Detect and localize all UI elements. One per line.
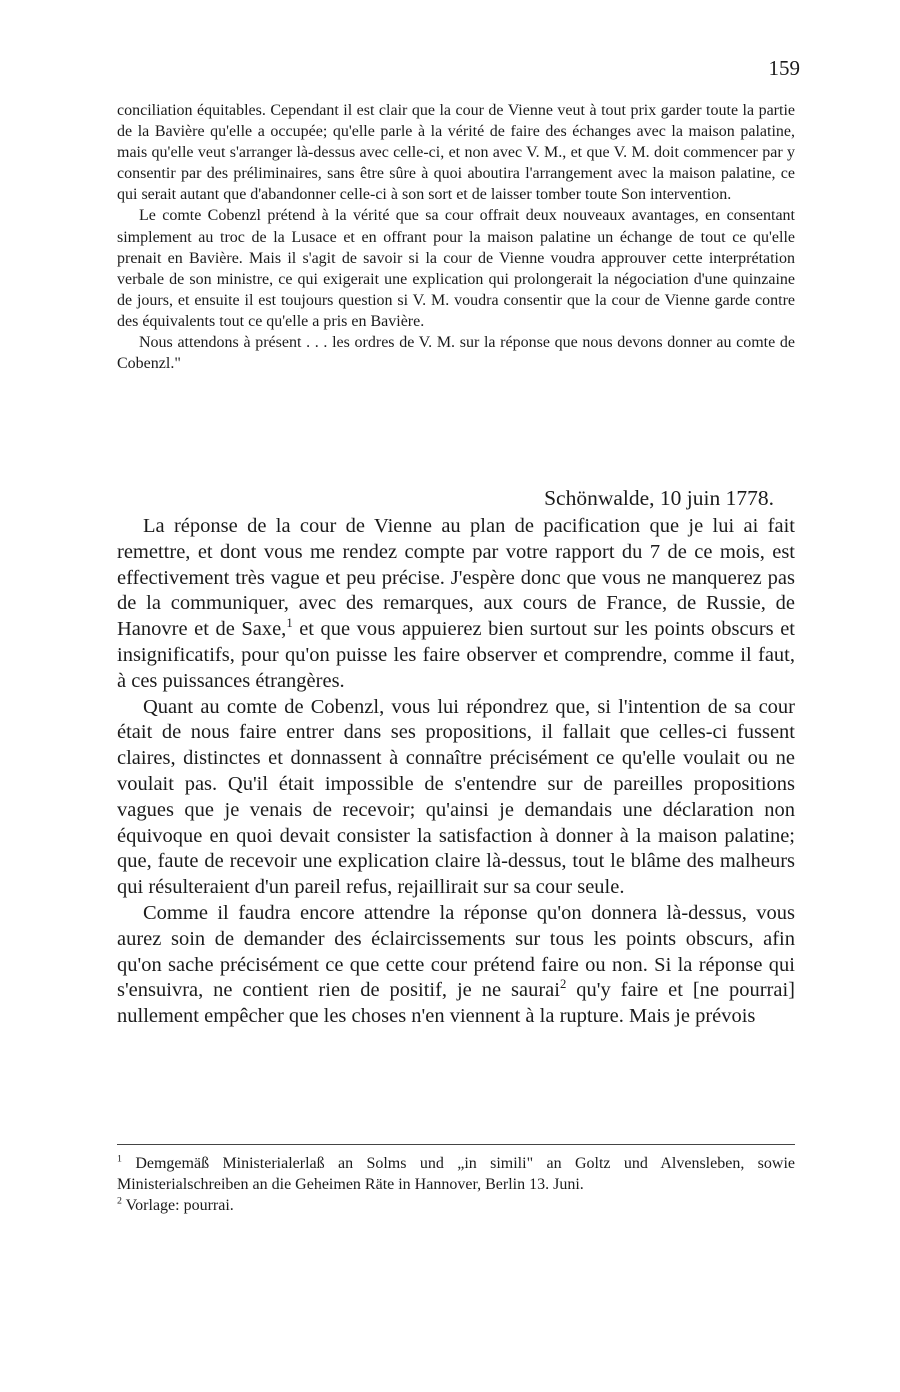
footnote [117,1153,795,1195]
letter-paragraph: Quant au comte de Cobenzl, vous lui répondrez que, si l'intention de sa cour était de nous faire entrer dans ses propositions, il fallait que celles-ci fussent claires, distinctes et donnassent à connaître précisément ce qu'elle voulait ou ne voulait pas. Qu'il était impossible de s'entendre sur de pareilles propositions vagues que je venais de recevoir; qu'ainsi je demandais une déclaration non équivoque en quoi devait consister la satisfaction à donner à la maison palatine; que, faute de recevoir une explication claire là-dessus, tout le blâme des malheurs qui résulteraient d'un pareil refus, rejaillirait sur sa cour seule. [117,695,795,899]
footnote-marker: 1 [117,1153,122,1165]
footnotes [117,1153,795,1216]
page-number: 159 [768,56,800,80]
text-run: et que vous appuierez bien surtout sur les points obscurs et insignificatifs, pour qu'on puisse les faire observer et comprendre, comme il faut, à ces puissances étrangères. [117,618,795,692]
footnote-marker: 2 [117,1195,122,1207]
footnote-ref: 2 [559,977,567,992]
quote-paragraph: conciliation équitables. Cependant il est clair que la cour de Vienne veut à tout prix garder toute la partie de la Bavière qu'elle a occupée; qu'elle parle à la vérité de faire des échanges avec la maison palatine, mais qu'elle veut s'arranger là-dessus avec celle-ci, et non avec V. M., et que V. M. doit commencer par y consentir par des préliminaires, sans être sûre à quoi aboutira l'arrangement avec la maison palatine, ce qui serait autant que d'abandonner celle-ci à son sort et de laisser tomber toute Son intervention. [117,102,795,204]
letter-paragraph [117,901,795,1030]
letter-body [117,514,795,1030]
text-run: La réponse de la cour de Vienne au plan de pacification que je lui ai fait remettre, et dont vous me rendez compte par votre rapport du 7 de ce mois, est effectivement très vague et peu précise. J'espère donc que vous ne manquerez pas de la communiquer, avec des remarques, aux cours de France, de Russie, de Hanovre et de Saxe, [117,515,795,641]
letter-paragraph [117,514,795,695]
quote-paragraph: Le comte Cobenzl prétend à la vérité que sa cour offrait deux nouveaux avantages, en consentant simplement au troc de la Lusace et en offrant pour la maison palatine un échange de tout ce qu'elle prenait en Bavière. Mais il s'agit de savoir si la cour de Vienne voudra approuver cette interprétation verbale de son ministre, ce qui exigerait une explication qui prolongerait la négociation d'une quinzaine de jours, et ensuite il est toujours question si V. M. voudra consentir que la cour de Vienne garde contre des équivalents tout ce qu'elle a pris en Bavière. [117,207,795,330]
quoted-report [117,100,795,374]
footnote-rule [117,1144,795,1145]
footnote-ref: 1 [286,616,293,631]
footnote-text: Vorlage: pourrai. [125,1197,234,1214]
footnote-text: Demgemäß Ministerialerlaß an Solms und „in simili" an Goltz und Alvensleben, sowie Ministerialschreiben an die Geheimen Räte in Hannover, Berlin 13. Juni. [117,1155,796,1193]
text-run: qu'y faire et [ne pourrai] nullement empêcher que les choses n'en viennent à la rupture. Mais je prévois [117,979,795,1028]
dateline: Schönwalde, 10 juin 1778. [544,486,774,510]
footnote [117,1195,795,1216]
quote-paragraph: Nous attendons à présent . . . les ordres de V. M. sur la réponse que nous devons donner au comte de Cobenzl." [117,334,795,373]
text-run: Comme il faudra encore attendre la réponse qu'on donnera là-dessus, vous aurez soin de demander des éclaircissements sur tous les points obscurs, afin qu'on sache précisément ce que cette cour prétend faire ou non. Si la réponse qui s'ensuivra, ne contient rien de positif, je ne saurai [117,901,795,1002]
